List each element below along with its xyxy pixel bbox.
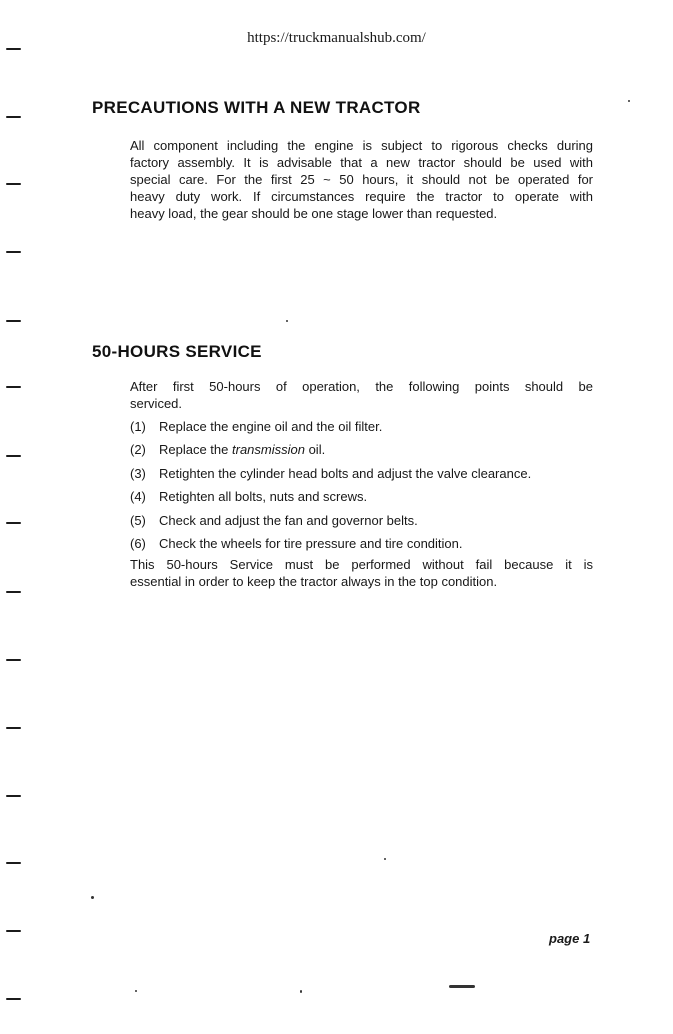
- service-checklist: [130, 418, 600, 558]
- item-number: (2): [130, 442, 146, 458]
- paragraph-line: heavy load, the gear should be one stage lower than requested.: [130, 206, 498, 221]
- item-text: Replace the engine oil and the oil filter.: [159, 419, 383, 434]
- binding-mark: [6, 659, 21, 661]
- item-text: Check and adjust the fan and governor belts.: [159, 512, 418, 528]
- paragraph-line: After first 50-hours of operation, the following points should be: [130, 379, 593, 394]
- service-heading: 50-HOURS SERVICE: [92, 342, 262, 361]
- paragraph-line: special care. For the first 25 ~ 50 hours, it should not be operated for: [130, 172, 593, 187]
- item-number: (6): [130, 535, 146, 551]
- list-item: [130, 418, 600, 441]
- service-intro: [130, 378, 593, 412]
- binding-mark: [6, 591, 21, 593]
- page-number: page 1: [549, 931, 591, 946]
- item-text-start: Replace the: [159, 442, 232, 458]
- list-item: [130, 535, 600, 558]
- binding-mark: [6, 727, 21, 729]
- item-text-emphasis: transmission: [232, 442, 305, 458]
- service-closing: [130, 556, 593, 590]
- paragraph-line: All component including the engine is subject to rigorous checks during: [130, 138, 593, 153]
- scan-speck: [300, 990, 302, 993]
- scan-speck: [628, 100, 630, 102]
- item-text: Check the wheels for tire pressure and tire condition.: [159, 535, 463, 551]
- binding-mark: [6, 116, 21, 118]
- paragraph-line: essential in order to keep the tractor always in the top condition.: [130, 574, 498, 589]
- source-url: https://truckmanualshub.com/: [247, 30, 426, 46]
- binding-mark: [6, 320, 21, 322]
- scan-speck: [135, 990, 137, 992]
- scan-speck: [384, 858, 386, 860]
- binding-mark: [6, 183, 21, 185]
- binding-mark: [6, 795, 21, 797]
- paragraph-line: heavy duty work. If circumstances require the tractor to operate with: [130, 189, 593, 204]
- list-item: [130, 465, 600, 488]
- precautions-heading: PRECAUTIONS WITH A NEW TRACTOR: [92, 98, 421, 117]
- item-text-end: oil.: [304, 442, 326, 458]
- binding-mark: [6, 930, 21, 932]
- list-item: [130, 441, 600, 464]
- binding-margin: [6, 0, 26, 1034]
- paragraph-line: factory assembly. It is advisable that a new tractor should be used with: [130, 155, 593, 170]
- scan-speck: [91, 896, 94, 899]
- binding-mark: [6, 455, 21, 457]
- precautions-paragraph: [130, 137, 593, 222]
- binding-mark: [6, 998, 21, 1000]
- binding-mark: [6, 48, 21, 50]
- paragraph-line: serviced.: [130, 396, 183, 411]
- item-number: (4): [130, 489, 146, 505]
- binding-mark: [6, 862, 21, 864]
- paragraph-line: This 50-hours Service must be performed without fail because it is: [130, 557, 593, 572]
- binding-mark: [6, 251, 21, 253]
- binding-mark: [6, 386, 21, 388]
- list-item: [130, 512, 600, 535]
- item-number: (1): [130, 419, 146, 434]
- item-text: [159, 442, 325, 457]
- item-number: (3): [130, 465, 146, 481]
- item-text: Retighten all bolts, nuts and screws.: [159, 489, 368, 505]
- scan-speck: [286, 320, 288, 322]
- item-number: (5): [130, 512, 146, 528]
- item-text: Retighten the cylinder head bolts and adjust the valve clearance.: [159, 465, 532, 481]
- scan-speck: [449, 985, 475, 988]
- binding-mark: [6, 522, 21, 524]
- list-item: [130, 488, 600, 511]
